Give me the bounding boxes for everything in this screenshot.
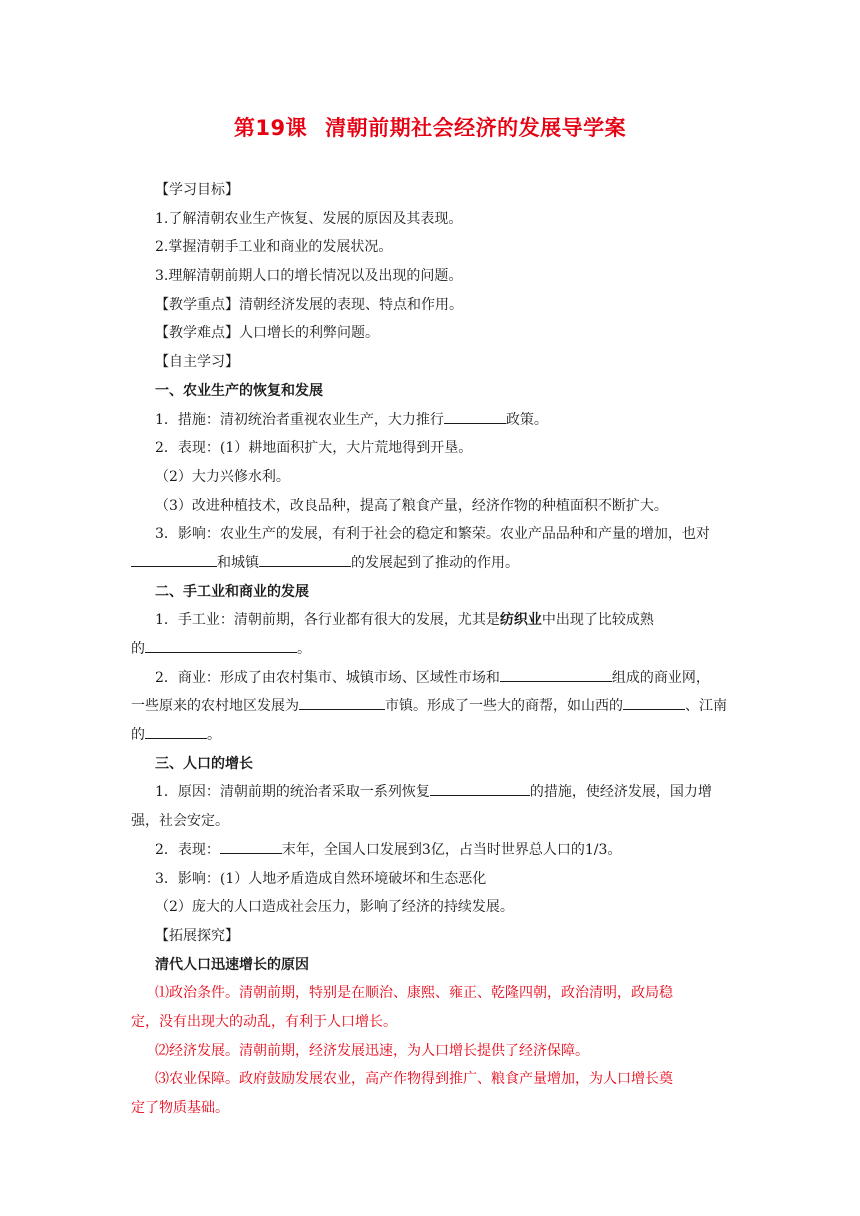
section2-line4: 一些原来的农村地区发展为 市镇。形成了一些大的商帮，如山西的 、江南 [131,692,735,721]
section1-heading: 一、农业生产的恢复和发展 [155,382,323,399]
goal-item-3: 3.理解清朝前期人口的增长情况以及出现的问题。 [155,268,463,285]
fill-blank[interactable] [430,780,530,796]
section3-line2: 强，社会安定。 [131,813,229,830]
extension-heading: 【拓展探究】 [155,927,239,944]
section3-heading: 三、人口的增长 [155,755,253,772]
fill-blank[interactable] [259,551,351,567]
section3-line5: （2）庞大的人口造成社会压力，影响了经济的持续发展。 [155,899,514,916]
extension-point1-line2: 定，没有出现大的动乱，有利于人口增长。 [131,1013,397,1030]
section1-line1: 1．措施：清初统治者重视农业生产，大力推行 政策。 [131,406,735,435]
extension-point3-line1: ⑶农业保障。政府鼓励发展农业，高产作物得到推广、粮食产量增加，为人口增长奠 [155,1071,673,1088]
section1-line3: （2）大力兴修水利。 [155,468,290,485]
fill-blank[interactable] [145,723,207,739]
section1-line6: 和城镇 的发展起到了推动的作用。 [131,549,735,578]
section1-line2: 2．表现：(1）耕地面积扩大，大片荒地得到开垦。 [155,440,473,457]
section3-line1: 1．原因：清朝前期的统治者采取一系列恢复 的措施，使经济发展，国力增 [131,778,735,807]
extension-point1-line1: ⑴政治条件。清朝前期，特别是在顺治、康熙、雍正、乾隆四朝，政治清明，政局稳 [155,985,673,1002]
lesson-title: 清朝前期社会经济的发展导学案 [325,116,627,140]
goal-item-1: 1.了解清朝农业生产恢复、发展的原因及其表现。 [155,210,463,227]
emphasis-textile: 纺织业 [499,612,542,629]
extension-point2: ⑵经济发展。清朝前期，经济发展迅速，为人口增长提供了经济保障。 [155,1042,589,1059]
section2-line1: 1．手工业：清朝前期，各行业都有很大的发展，尤其是纺织业中出现了比较成熟 [155,612,654,629]
section2-line2: 的 。 [131,635,735,664]
fill-blank[interactable] [500,666,612,682]
section1-line4: （3）改进种植技术，改良品种，提高了粮食产量，经济作物的种植面积不断扩大。 [155,497,668,514]
goal-item-2: 2.掌握清朝手工业和商业的发展状况。 [155,239,393,256]
extension-point3-line2: 定了物质基础。 [131,1100,229,1116]
goals-heading: 【学习目标】 [155,182,239,198]
section3-line4: 3．影响：(1）人地矛盾造成自然环境破坏和生态恶化 [155,870,487,887]
page-title [0,112,860,142]
self-study-heading: 【自主学习】 [155,354,239,371]
fill-blank[interactable] [131,551,217,567]
document-body [131,176,735,1123]
fill-blank[interactable] [299,694,385,710]
fill-blank[interactable] [444,408,506,424]
key-point: 【教学重点】清朝经济发展的表现、特点和作用。 [155,296,463,313]
fill-blank[interactable] [623,694,685,710]
lesson-number: 第19课 [233,116,308,140]
section2-line5: 的 。 [131,721,735,750]
section1-line5: 3．影响：农业生产的发展，有利于社会的稳定和繁荣。农业产品品种和产量的增加，也对 [155,526,710,543]
section2-heading: 二、手工业和商业的发展 [155,583,309,600]
fill-blank[interactable] [220,838,282,854]
fill-blank[interactable] [145,637,297,653]
extension-subheading: 清代人口迅速增长的原因 [155,956,309,973]
section3-line3: 2．表现： 末年，全国人口发展到3亿，占当时世界总人口的1/3。 [131,836,735,865]
difficult-point: 【教学难点】人口增长的利弊问题。 [155,325,379,342]
section2-line3: 2．商业：形成了由农村集市、城镇市场、区域性市场和 组成的商业网， [131,664,735,693]
